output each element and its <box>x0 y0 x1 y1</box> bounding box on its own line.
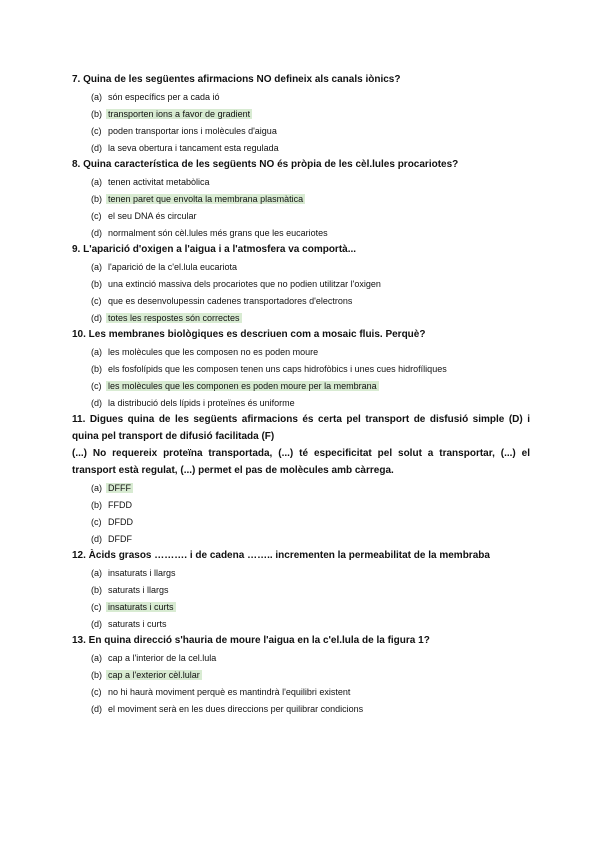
highlighted-answer: insaturats i curts <box>108 601 174 612</box>
option-c: (c) que es desenvolupessin cadenes transportadores d'electrons <box>91 295 353 306</box>
question-13 <box>0 632 600 717</box>
option-text: no hi haurà moviment perquè es mantindrà l'equilibri existent <box>108 686 351 697</box>
question-statement: (...) No requereix proteïna transportada, (...) té especificitat pel solut a transportar, (...) el transport està regulat, (...) permet el pas de molècules amb càrrega. <box>72 448 530 476</box>
option-text: són específics per a cada ió <box>108 91 220 102</box>
option-c: (c) el seu DNA és circular <box>91 210 197 221</box>
option-text: el moviment serà en les dues direccions per quilibrar condicions <box>108 703 364 714</box>
question-10 <box>0 326 600 411</box>
option-a: (a) DFFF <box>91 482 131 493</box>
option-b: (b) saturats i llargs <box>91 584 169 595</box>
option-d: (d) DFDF <box>91 533 132 544</box>
highlighted-answer: cap a l'exterior cèl.lular <box>108 669 200 680</box>
question-title: 7. Quina de les següentes afirmacions NO defineix als canals iònics? <box>72 74 401 85</box>
option-c: (c) poden transportar ions i molècules d'aigua <box>91 125 277 136</box>
option-text: una extinció massiva dels procariotes que no podien utilitzar l'oxigen <box>108 278 381 289</box>
option-text: cap a l'interior de la cel.lula <box>108 652 217 663</box>
option-a: (a) tenen activitat metabòlica <box>91 176 210 187</box>
question-12 <box>0 547 600 632</box>
option-text: insaturats i llargs <box>108 567 176 578</box>
highlighted-answer: transporten ions a favor de gradient <box>108 108 251 119</box>
option-c: (c) insaturats i curts <box>91 601 174 612</box>
question-title: 9. L'aparició d'oxigen a l'aigua i a l'atmosfera va comportà... <box>72 244 357 255</box>
question-8 <box>0 156 600 241</box>
option-text: l'aparició de la c'el.lula eucariota <box>108 261 238 272</box>
option-text: la distribució dels lípids i proteïnes és uniforme <box>108 397 295 408</box>
option-a: (a) cap a l'interior de la cel.lula <box>91 652 217 663</box>
question-11 <box>0 411 600 547</box>
option-text: el seu DNA és circular <box>108 210 197 221</box>
option-d: (d) la distribució dels lípids i proteïnes és uniforme <box>91 397 295 408</box>
option-a: (a) les molècules que les composen no es poden moure <box>91 346 319 357</box>
question-title: 8. Quina característica de les següents NO és pròpia de les cèl.lules procariotes? <box>72 159 459 170</box>
highlighted-answer: les molècules que les componen es poden moure per la membrana <box>108 380 377 391</box>
question-title: 10. Les membranes biològiques es descriuen com a mosaic fluis. Perquè? <box>72 329 426 340</box>
option-d: (d) totes les respostes són correctes <box>91 312 240 323</box>
option-b: (b) tenen paret que envolta la membrana plasmàtica <box>91 193 304 204</box>
question-title: 13. En quina direcció s'hauria de moure l'aigua en la c'el.lula de la figura 1? <box>72 635 430 646</box>
option-b: (b) cap a l'exterior cèl.lular <box>91 669 200 680</box>
question-9 <box>0 241 600 326</box>
option-text: normalment són cèl.lules més grans que les eucariotes <box>108 227 328 238</box>
highlighted-answer: DFFF <box>108 482 131 493</box>
option-d: (d) saturats i curts <box>91 618 167 629</box>
option-b: (b) transporten ions a favor de gradient <box>91 108 251 119</box>
option-text: FFDD <box>108 499 132 510</box>
option-a: (a) són específics per a cada ió <box>91 91 220 102</box>
option-text: saturats i llargs <box>108 584 169 595</box>
option-b: (b) FFDD <box>91 499 132 510</box>
option-c: (c) no hi haurà moviment perquè es mantindrà l'equilibri existent <box>91 686 351 697</box>
question-title: 12. Àcids grasos ………. i de cadena …….. incrementen la permeabilitat de la membraba <box>72 550 490 561</box>
option-a: (a) l'aparició de la c'el.lula eucariota <box>91 261 238 272</box>
option-d: (d) la seva obertura i tancament esta regulada <box>91 142 279 153</box>
option-text: DFDF <box>108 533 132 544</box>
option-b: (b) una extinció massiva dels procariotes que no podien utilitzar l'oxigen <box>91 278 381 289</box>
option-text: tenen activitat metabòlica <box>108 176 210 187</box>
option-text: les molècules que les composen no es poden moure <box>108 346 319 357</box>
option-a: (a) insaturats i llargs <box>91 567 176 578</box>
option-b: (b) els fosfolípids que les composen tenen uns caps hidrofòbics i unes cues hidrofíliques <box>91 363 447 374</box>
option-text: saturats i curts <box>108 618 167 629</box>
option-text: poden transportar ions i molècules d'aigua <box>108 125 277 136</box>
option-c: (c) les molècules que les componen es poden moure per la membrana <box>91 380 377 391</box>
option-c: (c) DFDD <box>91 516 133 527</box>
option-text: la seva obertura i tancament esta regulada <box>108 142 279 153</box>
option-text: que es desenvolupessin cadenes transportadores d'electrons <box>108 295 353 306</box>
question-title: 11. Digues quina de les següents afirmacions és certa pel transport de disfusió simple (D) i quina pel transport de difusió facilitada (F) <box>72 414 530 442</box>
option-text: DFDD <box>108 516 133 527</box>
option-d: (d) normalment són cèl.lules més grans que les eucariotes <box>91 227 328 238</box>
option-text: els fosfolípids que les composen tenen uns caps hidrofòbics i unes cues hidrofíliques <box>108 363 447 374</box>
highlighted-answer: totes les respostes són correctes <box>108 312 240 323</box>
option-d: (d) el moviment serà en les dues direccions per quilibrar condicions <box>91 703 364 714</box>
highlighted-answer: tenen paret que envolta la membrana plasmàtica <box>108 193 304 204</box>
question-7 <box>0 71 600 156</box>
